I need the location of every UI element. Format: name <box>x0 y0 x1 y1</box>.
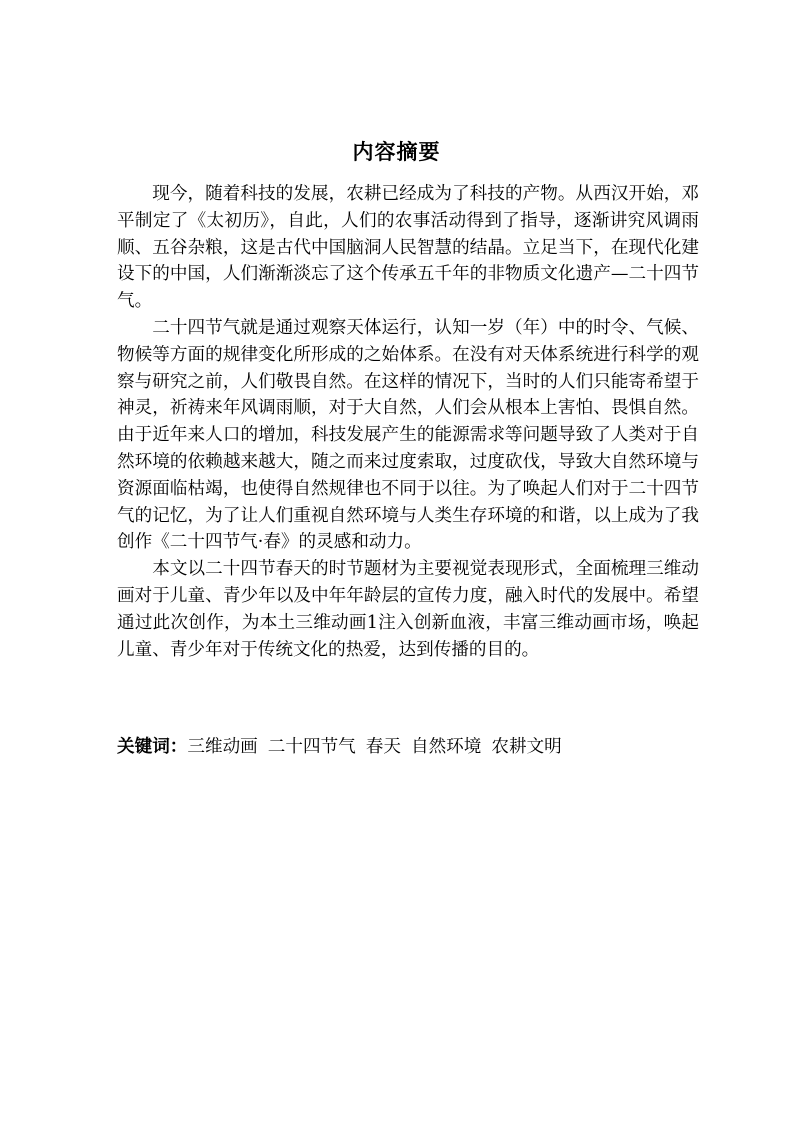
abstract-paragraph: 现今，随着科技的发展，农耕已经成为了科技的产物。从西汉开始，邓平制定了《太初历》，自此，人们的农事活动得到了指导，逐渐讲究风调雨顺、五谷杂粮，这是古代中国脑洞人民智慧的结晶。立足当下，在现代化建设下的中国，人们渐渐淡忘了这个传承五千年的非物质文化遗产—二十四节气。 <box>117 184 699 312</box>
keywords-line <box>117 734 699 761</box>
abstract-body <box>117 181 699 663</box>
keyword: 农耕文明 <box>491 737 562 757</box>
abstract-paragraph: 本文以二十四节春天的时节题材为主要视觉表现形式，全面梳理三维动画对于儿童、青少年以及中年年龄层的宣传力度，融入时代的发展中。希望通过此次创作，为本土三维动画1注入创新血液，丰富三维动画市场，唤起儿童、青少年对于传统文化的热爱，达到传播的目的。 <box>117 559 699 660</box>
abstract-title: 内容摘要 <box>352 140 441 164</box>
keyword: 自然环境 <box>410 737 482 757</box>
abstract-paragraph: 二十四节气就是通过观察天体运行，认知一岁（年）中的时令、气候、物候等方面的规律变化所形成的之始体系。在没有对天体系统进行科学的观察与研究之前，人们敬畏自然。在这样的情况下，当时的人们只能寄希望于神灵，祈祷来年风调雨顺，对于大自然，人们会从根本上害怕、畏惧自然。由于近年来人口的增加，科技发展产生的能源需求等问题导致了人类对于自然环境的依赖越来越大，随之而来过度索取，过度砍伐，导致大自然环境与资源面临枯竭，也使得自然规律也不同于以往。为了唤起人们对于二十四节气的记忆，为了让人们重视自然环境与人类生存环境的和谐，以上成为了我创作《二十四节气·春》的灵感和动力。 <box>117 317 699 553</box>
keyword: 三维动画 <box>187 737 258 757</box>
keyword: 二十四节气 <box>267 737 356 757</box>
keywords-label: 关键词： <box>117 737 188 757</box>
keyword: 春天 <box>365 737 401 757</box>
